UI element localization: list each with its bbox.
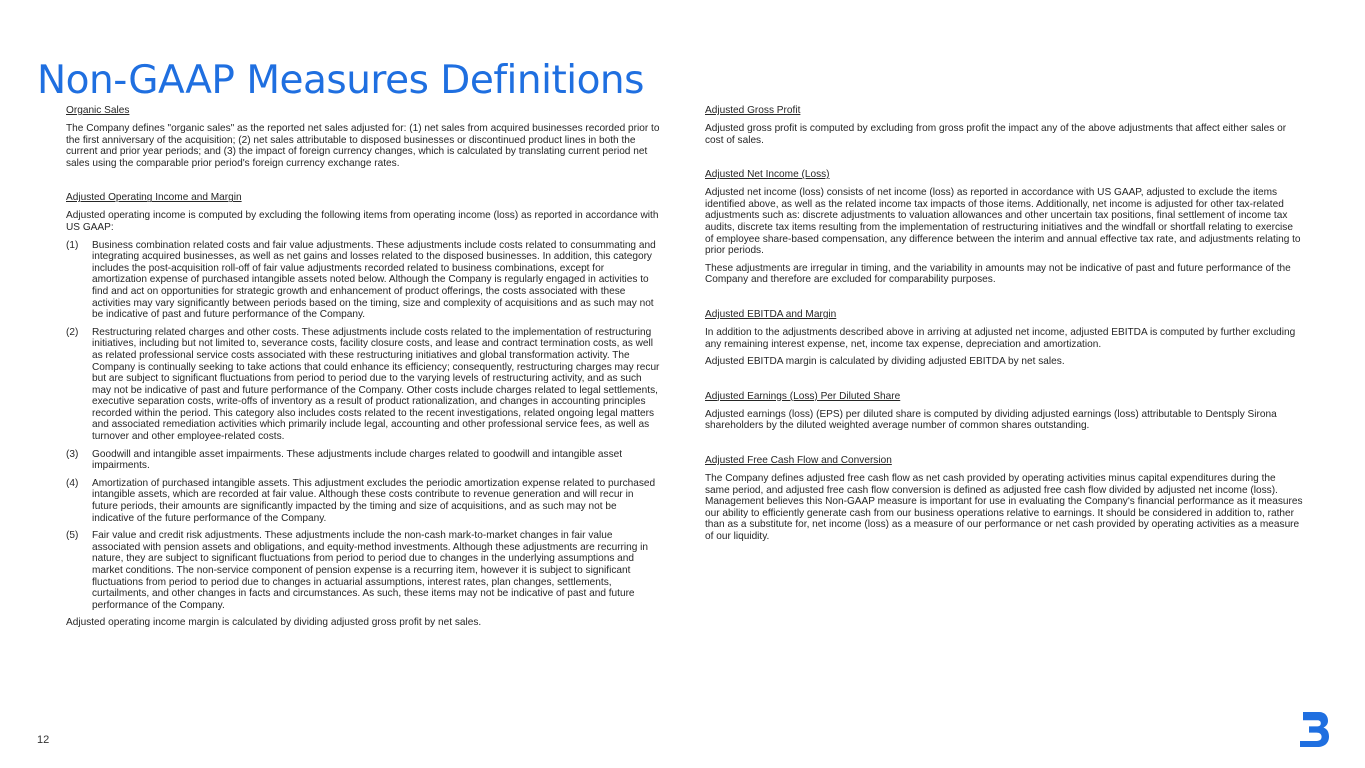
section-heading-adjusted-eps: Adjusted Earnings (Loss) Per Diluted Share [705, 390, 901, 402]
section-adjusted-eps [705, 391, 1303, 432]
ebitda-definition: In addition to the adjustments described above in arriving at adjusted net income, adjusted EBITDA is computed by further excluding any remaining interest expense, net, income tax expense, depreciation and amortization. [705, 326, 1296, 350]
gross-profit-definition: Adjusted gross profit is computed by excluding from gross profit the impact any of the above adjustments that affect either sales or cost of sales. [705, 123, 1287, 146]
right-column [705, 105, 1303, 565]
list-item-text: Amortization of purchased intangible assets. This adjustment excludes the periodic amortization expense related to purchased intangible assets, which are recorded at fair value. Although these costs contribute to revenue generation and will recur in future periods, their amounts are significantly impacted by the timing and size of acquisitions, and as such may not be indicative of the future performance of the Company. [92, 477, 656, 524]
list-item-text: Fair value and credit risk adjustments. These adjustments include the non-cash mark-to-market changes in fair value associated with pension assets and obligations, and equity-method investments. Although these adjustments are recurring in nature, they are subject to significant fluctuations from period to period due to changes in the underlying assumptions and market conditions. The non-service component of pension expense is a recurring item, however it is subject to significant fluctuations from period to period due to changes in actuarial assumptions, interest rates, plan changes, settlements, curtailments, and other changes in facts and circumstances. As such, these items may not be indicative of past and future performance of the Company. [92, 530, 649, 611]
section-heading-adjusted-ebitda: Adjusted EBITDA and Margin [705, 308, 837, 320]
list-item-text: Restructuring related charges and other costs. These adjustments include costs related to the implementation of restructuring initiatives, including but not limited to, severance costs, facility closure costs, and lease and contract termination costs, as well as related professional service costs associated with these restructuring initiatives and global transformation activity. The Company is continually seeking to take actions that could enhance its efficiency; consequently, restructuring charges may recur but are subject to significant fluctuations from period to period due to the varying levels of restructuring activity, and as such may not be indicative of past and future performance of the Company. Other costs include charges related to legal settlements, executive separation costs, write-offs of inventory as a result of product rationalization, and changes in accounting principles recorded within the period. This category also includes costs related to the recent investigations, related ongoing legal matters and associated remediation activities which primarily include legal, accounting and other professional service fees, as well as turnover and other employee-related costs. [92, 326, 660, 443]
list-item-number: (4) [66, 477, 79, 489]
section-adjusted-net-income [705, 169, 1303, 286]
page-title: Non-GAAP Measures Definitions [37, 58, 644, 103]
section-organic-sales [66, 105, 661, 169]
section-adjusted-operating-income [66, 192, 661, 629]
section-heading-adjusted-operating-income: Adjusted Operating Income and Margin [66, 192, 242, 204]
section-adjusted-ebitda [705, 309, 1303, 368]
operating-income-intro: Adjusted operating income is computed by excluding the following items from operating income (loss) as reported in accordance with US GAAP: [66, 210, 659, 233]
section-adjusted-gross-profit [705, 105, 1303, 146]
list-item-number: (5) [66, 530, 79, 542]
list-item [66, 240, 661, 321]
list-item-number: (1) [66, 239, 79, 251]
list-item [66, 478, 661, 524]
brand-logo-icon [1299, 710, 1329, 748]
net-income-note: These adjustments are irregular in timing, and the variability in amounts may not be indicative of past and future performance of the Company and therefore are excluded for comparability purposes. [705, 262, 1291, 286]
section-heading-adjusted-gross-profit: Adjusted Gross Profit [705, 105, 801, 116]
list-item [66, 530, 661, 611]
eps-definition: Adjusted earnings (loss) (EPS) per diluted share is computed by dividing adjusted earnings (loss) attributable to Dentsply Sirona shareholders by the diluted weighted average number of common shares outstanding. [705, 408, 1277, 432]
ebitda-margin-definition: Adjusted EBITDA margin is calculated by dividing adjusted EBITDA by net sales. [705, 356, 1065, 368]
operating-margin-definition: Adjusted operating income margin is calculated by dividing adjusted gross profit by net sales. [66, 617, 482, 629]
free-cash-flow-definition: The Company defines adjusted free cash flow as net cash provided by operating activities minus capital expenditures during the same period, and adjusted free cash flow conversion is defined as adjusted free cash flow divided by adjusted net income (loss). Management believes this Non-GAAP measure is important for use in evaluating the Company's financial performance as it measures our ability to efficiently generate cash from our business operations relative to earnings. It should be considered in addition to, rather than as a substitute for, net income (loss) as a measure of our performance or net cash provided by operating activities as a measure of our liquidity. [705, 472, 1303, 542]
section-heading-adjusted-net-income: Adjusted Net Income (Loss) [705, 169, 830, 181]
left-column [66, 105, 661, 652]
list-item-number: (2) [66, 326, 79, 338]
section-heading-organic-sales: Organic Sales [66, 105, 130, 116]
list-item-text: Goodwill and intangible asset impairments. These adjustments include charges related to goodwill and intangible asset impairments. [92, 448, 623, 472]
list-item-number: (3) [66, 448, 79, 460]
net-income-definition: Adjusted net income (loss) consists of net income (loss) as reported in accordance with US GAAP, adjusted to exclude the items identified above, as well as the related income tax impacts of those items. Additionally, net income is adjusted for other tax-related adjustments such as: discrete adjustments to valuation allowances and other uncertain tax positions, final settlement of income tax audits, discrete tax items resulting from the implementation of restructuring initiatives and the windfall or shortfall relating to exercise of employee share-based compensation, any difference between the interim and annual effective tax rate, and adjustments relating to prior periods. [705, 187, 1301, 257]
list-item-text: Business combination related costs and fair value adjustments. These adjustments include costs related to consummating and integrating acquired businesses, as well as net gains and losses related to the disposed businesses. In addition, this category includes the post-acquisition roll-off of fair value adjustments recorded related to business combinations, except for amortization expense of purchased intangible assets noted below. Although the Company is regularly engaged in activities to find and act on opportunities for strategic growth and enhancement of product offerings, the costs associated with these activities may vary significantly between periods based on the timing, size and complexity of acquisitions and as such may not be indicative of past and future performance of the Company. [92, 239, 656, 321]
page-number: 12 [37, 734, 50, 746]
organic-sales-definition: The Company defines "organic sales" as the reported net sales adjusted for: (1) net sales from acquired businesses recorded prior to the first anniversary of the acquisition; (2) net sales attributable to disposed businesses or discontinued product lines in both the current and prior year periods; and (3) the impact of foreign currency changes, which is calculated by translating current period net sales using the comparable prior period's foreign currency exchange rates. [66, 123, 660, 169]
list-item [66, 449, 661, 472]
section-adjusted-free-cash-flow [705, 455, 1303, 543]
list-item [66, 327, 661, 443]
section-heading-adjusted-free-cash-flow: Adjusted Free Cash Flow and Conversion [705, 454, 892, 466]
